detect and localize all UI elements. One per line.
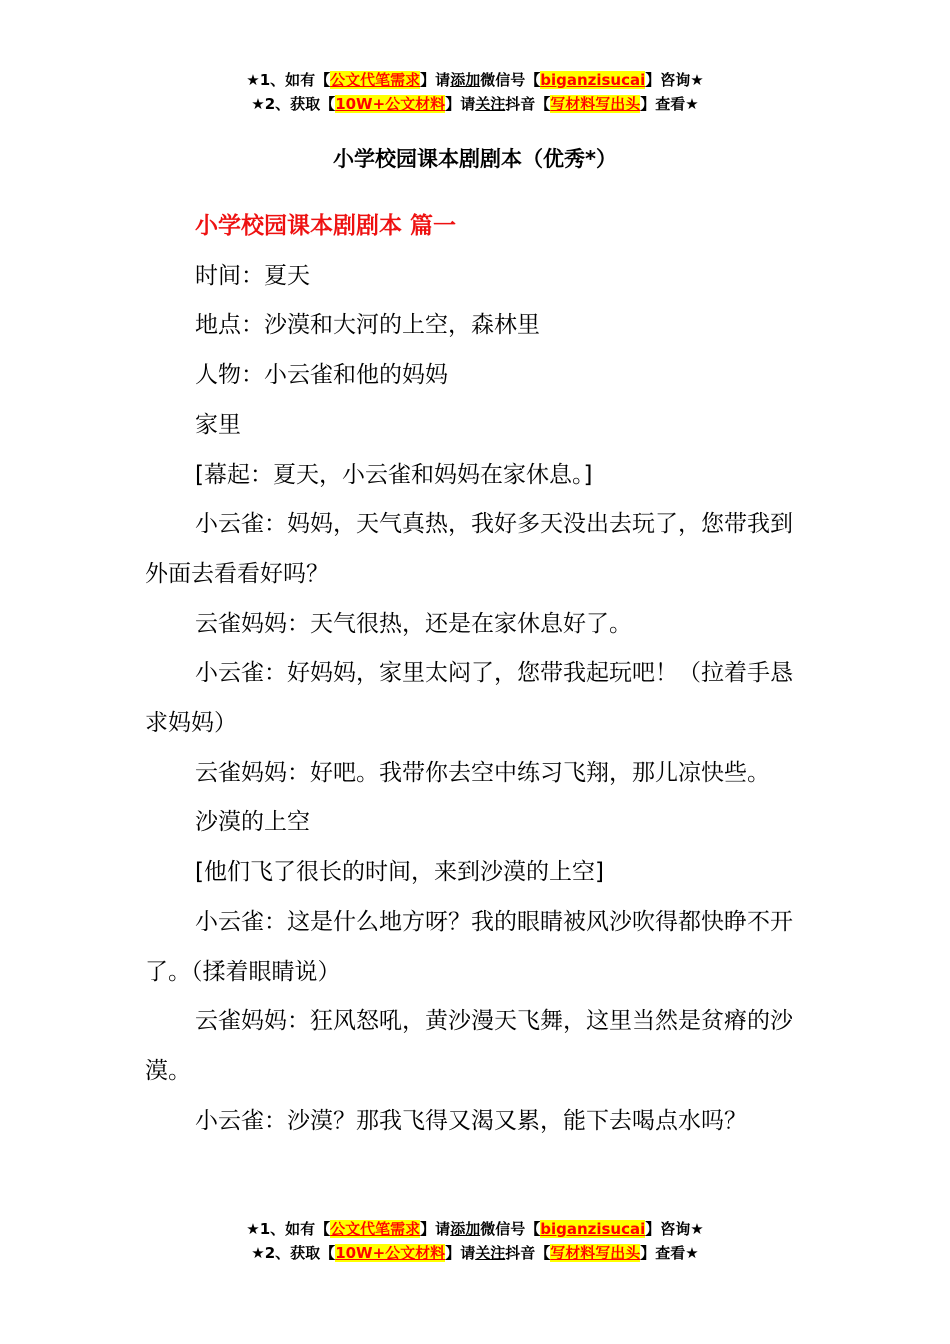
highlight-wechat-id: biganzisucai (540, 1220, 646, 1238)
highlight-douyin: 写材料写出头 (550, 1244, 641, 1262)
paragraph: 小云雀：妈妈，天气真热，我好多天没出去玩了，您带我到外面去看看好吗？ (145, 511, 793, 587)
paragraph: 地点：沙漠和大河的上空，森林里 (195, 312, 540, 339)
banner-line-1: ★1、如有【公文代笔需求】请添加微信号【biganzisucai】咨询★ (246, 1220, 704, 1238)
banner-line-2: ★2、获取【10W+公文材料】请关注抖音【写材料写出头】查看★ (251, 95, 699, 113)
paragraph: 小云雀：沙漠？那我飞得又渴又累，能下去喝点水吗？ (195, 1107, 747, 1134)
footer-banner (0, 1217, 950, 1265)
paragraph: 小云雀：这是什么地方呀？我的眼睛被风沙吹得都快睁不开了。（揉着眼睛说） (145, 908, 793, 985)
highlight-service: 公文代笔需求 (330, 71, 421, 89)
paragraph: 云雀妈妈：好吧。我带你去空中练习飞翔，那儿凉快些。 (195, 759, 770, 786)
document-title: 小学校园课本剧剧本（优秀*） (333, 147, 617, 171)
section-heading: 小学校园课本剧剧本 篇一 (195, 213, 457, 239)
highlight-douyin: 写材料写出头 (550, 95, 641, 113)
header-banner (0, 68, 950, 116)
paragraph: 云雀妈妈：天气很热，还是在家休息好了。 (195, 610, 632, 637)
banner-line-2: ★2、获取【10W+公文材料】请关注抖音【写材料写出头】查看★ (251, 1244, 699, 1262)
document-body (145, 202, 805, 1146)
paragraph: 时间：夏天 (195, 262, 310, 289)
paragraph: 人物：小云雀和他的妈妈 (195, 362, 448, 389)
paragraph: 家里 (195, 411, 241, 438)
highlight-wechat-id: biganzisucai (540, 71, 646, 89)
paragraph: 小云雀：好妈妈，家里太闷了，您带我起玩吧！（拉着手恳求妈妈） (145, 660, 793, 737)
paragraph: 沙漠的上空 (195, 809, 310, 836)
highlight-materials: 10W+公文材料 (335, 1244, 446, 1262)
paragraph: [他们飞了很长的时间，来到沙漠的上空] (195, 859, 604, 886)
highlight-service: 公文代笔需求 (330, 1220, 421, 1238)
banner-line-1: ★1、如有【公文代笔需求】请添加微信号【biganzisucai】咨询★ (246, 71, 704, 89)
highlight-materials: 10W+公文材料 (335, 95, 446, 113)
paragraph: [幕起：夏天，小云雀和妈妈在家休息。] (195, 461, 593, 488)
paragraph: 云雀妈妈：狂风怒吼，黄沙漫天飞舞，这里当然是贫瘠的沙漠。 (145, 1008, 793, 1084)
